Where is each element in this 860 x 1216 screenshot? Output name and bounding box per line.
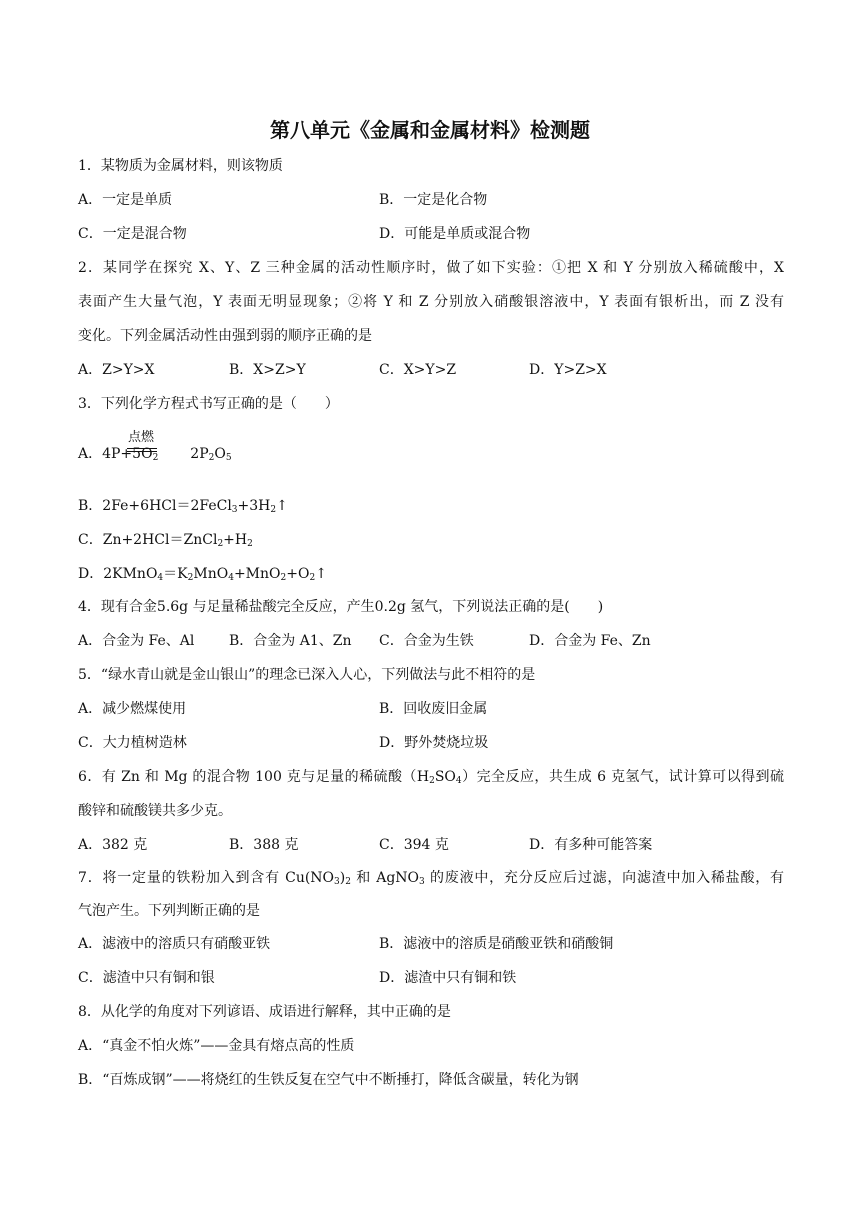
question-5-option-b: B．回收废旧金属 [379, 701, 488, 717]
question-1-stem: 1．某物质为金属材料，则该物质 [78, 158, 283, 174]
question-5-option-d: D．野外焚烧垃圾 [379, 735, 489, 751]
question-4-option-d: D．合金为 Fe、Zn [529, 633, 651, 649]
page-title: 第八单元《金属和金属材料》检测题 [270, 118, 590, 142]
question-4-option-b: B．合金为 A1、Zn [229, 633, 352, 649]
question-2-option-b: B．X>Z>Y [229, 362, 306, 378]
question-4-stem: 4．现有合金5.6g 与足量稀盐酸完全反应，产生0.2g 氢气，下列说法正确的是( ) [78, 599, 604, 615]
question-1-option-b: B．一定是化合物 [379, 192, 488, 208]
question-6-line-1: 6．有 Zn 和 Mg 的混合物 100 克与足量的稀硫酸$(H_2SO_4)$完全反应，共生成 6 克氢气，试计算可以得到硫 [78, 769, 784, 786]
question-3-option-d: D．$2KMnO_4=K_2MnO_4+MnO_2+O_2↑$ [78, 566, 327, 583]
question-3-option-c: C．$Zn+2HCl=ZnCl_2+H_2$ [78, 532, 253, 549]
question-6-option-d: D．有多种可能答案 [529, 837, 653, 853]
question-2-option-d: D．Y>Z>X [529, 362, 607, 378]
question-3-option-b: B．$2Fe+6HCl=2FeCl_3+3H_2↑$ [78, 498, 288, 515]
question-5-option-c: C．大力植树造林 [78, 735, 187, 751]
question-1-option-a: A．一定是单质 [78, 192, 173, 208]
question-2-option-c: C．X>Y>Z [379, 362, 457, 378]
question-7-option-a: A．滤液中的溶质只有硝酸亚铁 [78, 936, 271, 952]
question-3-stem: 3．下列化学方程式书写正确的是（ ） [78, 396, 339, 412]
question-2-line-3: 变化。下列金属活动性由强到弱的顺序正确的是 [78, 328, 372, 344]
question-1-option-c: C．一定是混合物 [78, 226, 187, 242]
question-6-option-a: A．382 克 [78, 837, 148, 853]
question-5-option-a: A．减少燃煤使用 [78, 701, 187, 717]
question-6-line-2: 酸锌和硫酸镁共多少克。 [78, 803, 232, 819]
question-2-line-1: 2．某同学在探究 X、Y、Z 三种金属的活动性顺序时，做了如下实验：①把 X 和 Y 分别放入稀硫酸中，X [78, 260, 784, 276]
question-6-option-b: B．388 克 [229, 837, 299, 853]
question-7-line-2: 气泡产生。下列判断正确的是 [78, 903, 260, 919]
question-7-option-b: B．滤液中的溶质是硝酸亚铁和硝酸铜 [379, 936, 614, 952]
question-7-option-c: C．滤渣中只有铜和银 [78, 970, 215, 986]
question-8-stem: 8．从化学的角度对下列谚语、成语进行解释，其中正确的是 [78, 1004, 451, 1020]
question-8-option-a: A．“真金不怕火炼”——金具有熔点高的性质 [78, 1038, 355, 1054]
reaction-condition-label: 点燃 [128, 430, 155, 445]
question-5-stem: 5．“绿水青山就是金山银山”的理念已深入人心，下列做法与此不相符的是 [78, 667, 536, 683]
question-4-option-a: A．合金为 Fe、Al [78, 633, 195, 649]
question-2-option-a: A．Z>Y>X [78, 362, 155, 378]
question-6-option-c: C．394 克 [379, 837, 449, 853]
question-7-option-d: D．滤渣中只有铜和铁 [379, 970, 517, 986]
question-7-line-1: 7．将一定量的铁粉加入到含有 $Cu(NO_3)_2$ 和 AgNO$_3$ 的废液中，充分反应后过滤，向滤渣中加入稀盐酸，有 [78, 870, 785, 887]
question-8-option-b: B．“百炼成钢”——将烧红的生铁反复在空气中不断捶打，降低含碳量，转化为钢 [78, 1072, 579, 1088]
question-1-option-d: D．可能是单质或混合物 [379, 226, 531, 242]
question-4-option-c: C．合金为生铁 [379, 633, 474, 649]
question-2-line-2: 表面产生大量气泡，Y 表面无明显现象；②将 Y 和 Z 分别放入硝酸银溶液中，Y 表面有银析出，而 Z 没有 [78, 294, 784, 310]
question-3-option-a: A．$4P+5O_2$ $2P_2O_5$ [78, 446, 232, 463]
